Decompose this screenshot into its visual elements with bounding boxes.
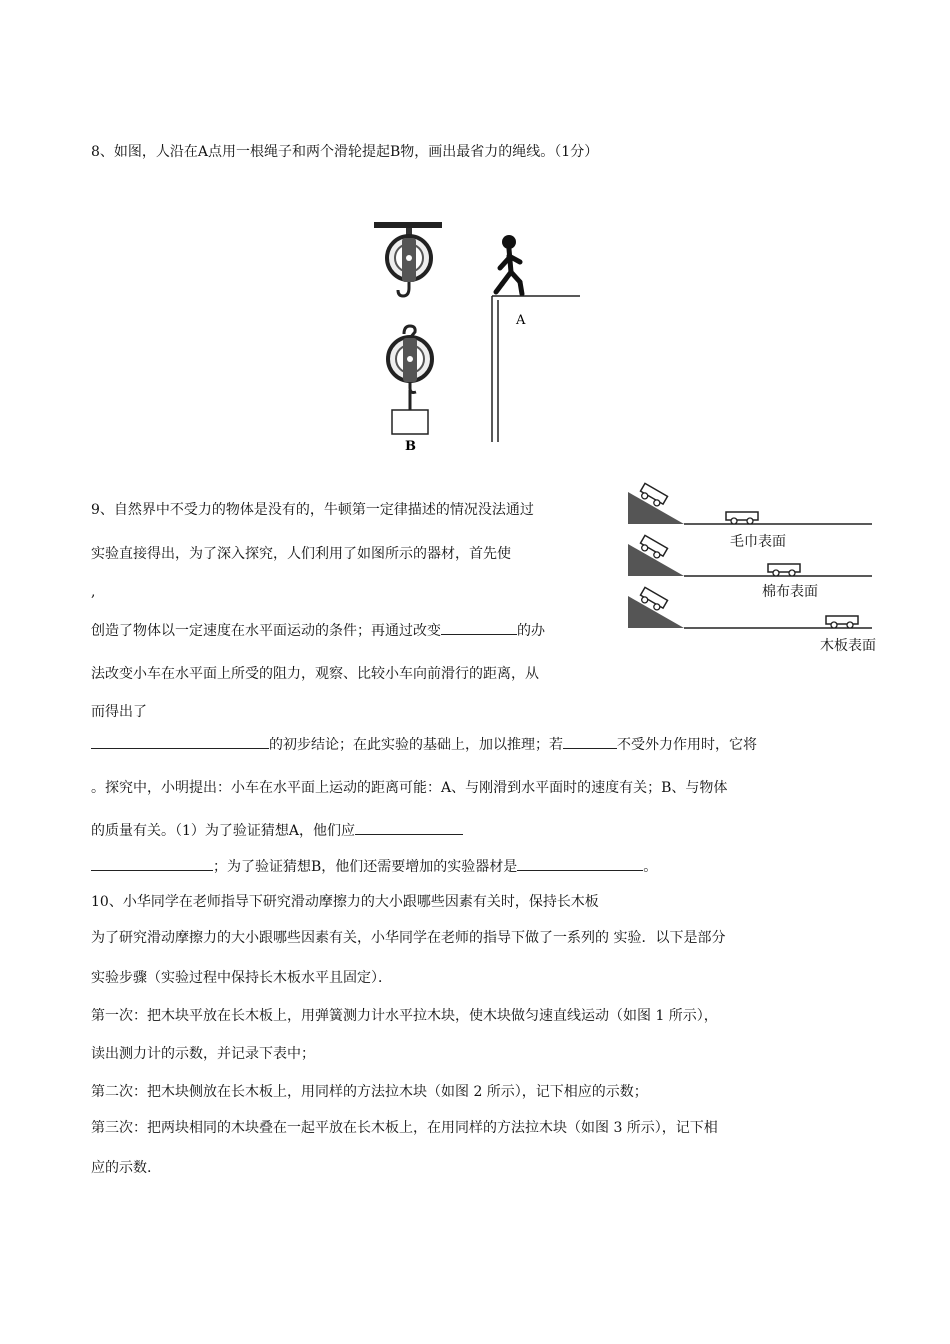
cliff [492, 296, 580, 442]
q10-line2: 为了研究滑动摩擦力的大小跟哪些因素有关，小华同学在老师的指导下做了一系列的 实验．以下是部分 [91, 930, 726, 946]
blank-verify-a-cont[interactable] [91, 856, 213, 871]
surface-label-towel: 毛巾表面 [730, 534, 786, 550]
q10-line8: 应的示数. [91, 1160, 152, 1176]
blank-conclusion[interactable] [91, 734, 269, 749]
cart-icon [768, 564, 800, 576]
q9-line8: 。探究中，小明提出：小车在水平面上运动的距离可能：A、与刚滑到水平面时的速度有关；B、与物体 [91, 780, 728, 796]
q9-line5: 法改变小车在水平面上所受的阻力，观察、比较小车向前滑行的距离，从 [91, 666, 539, 682]
q10-line5: 读出测力计的示数，并记录下表中； [91, 1046, 315, 1062]
cart-icon [726, 512, 758, 524]
q8-text: 8、如图，人沿在A点用一根绳子和两个滑轮提起B物，画出最省力的绳线。（1分） [91, 144, 599, 160]
ramp-towel [628, 483, 872, 550]
q9-line7-pre: 的初步结论；在此实验的基础上，加以推理；若 [269, 737, 563, 753]
blank-equipment[interactable] [517, 856, 643, 871]
label-a: A [516, 313, 526, 328]
fixed-pulley-icon [387, 228, 431, 296]
person-icon [496, 235, 522, 294]
q10-line1: 10、小华同学在老师指导下研究滑动摩擦力的大小跟哪些因素有关时，保持长木板 [91, 894, 599, 910]
q9-line7 [91, 734, 757, 755]
q9-line10 [91, 856, 657, 877]
weight-block [392, 410, 428, 434]
q9-line3: , [91, 584, 96, 600]
ramp-wood [628, 587, 876, 654]
q10-line7: 第三次：把两块相同的木块叠在一起平放在长木板上，在用同样的方法拉木块（如图 3 所示），记下相 [91, 1120, 718, 1136]
cart-icon [826, 616, 858, 628]
q9-line4-pre: 创造了物体以一定速度在水平面运动的条件；再通过改变 [91, 623, 441, 639]
blank-object[interactable] [563, 734, 617, 749]
blank-change-method[interactable] [441, 620, 517, 635]
q9-line10-text: ；为了验证猜想B，他们还需要增加的实验器材是 [213, 859, 518, 875]
label-b: B [405, 439, 416, 452]
q9-line4-post: 的办 [517, 623, 545, 639]
movable-pulley-icon [388, 326, 432, 410]
blank-verify-a[interactable] [355, 820, 463, 835]
q9-line9-text: 的质量有关。（1）为了验证猜想A，他们应 [91, 823, 356, 839]
q10-line6: 第二次：把木块侧放在长木板上，用同样的方法拉木块（如图 2 所示），记下相应的示数； [91, 1084, 648, 1100]
q9-line7-post: 不受外力作用时，它将 [617, 737, 757, 753]
q9-line9 [91, 820, 463, 841]
q10-line3: 实验步骤（实验过程中保持长木板水平且固定）． [91, 970, 392, 986]
surface-label-wood: 木板表面 [820, 638, 876, 654]
ramp-surfaces-figure [628, 478, 890, 656]
q9-line1: 9、自然界中不受力的物体是没有的，牛顿第一定律描述的情况没法通过 [91, 502, 534, 518]
q9-line4 [91, 620, 545, 641]
q9-line2: 实验直接得出，为了深入探究，人们利用了如图所示的器材，首先使 [91, 546, 511, 562]
surface-label-cotton: 棉布表面 [762, 584, 818, 600]
q9-line6: 而得出了 [91, 704, 147, 720]
q9-line10-end: 。 [643, 859, 658, 875]
ceiling-hatch [374, 222, 442, 228]
pulley-figure [370, 222, 590, 452]
q10-line4: 第一次：把木块平放在长木板上，用弹簧测力计水平拉木块，使木块做匀速直线运动（如图 1 所示）， [91, 1008, 718, 1024]
